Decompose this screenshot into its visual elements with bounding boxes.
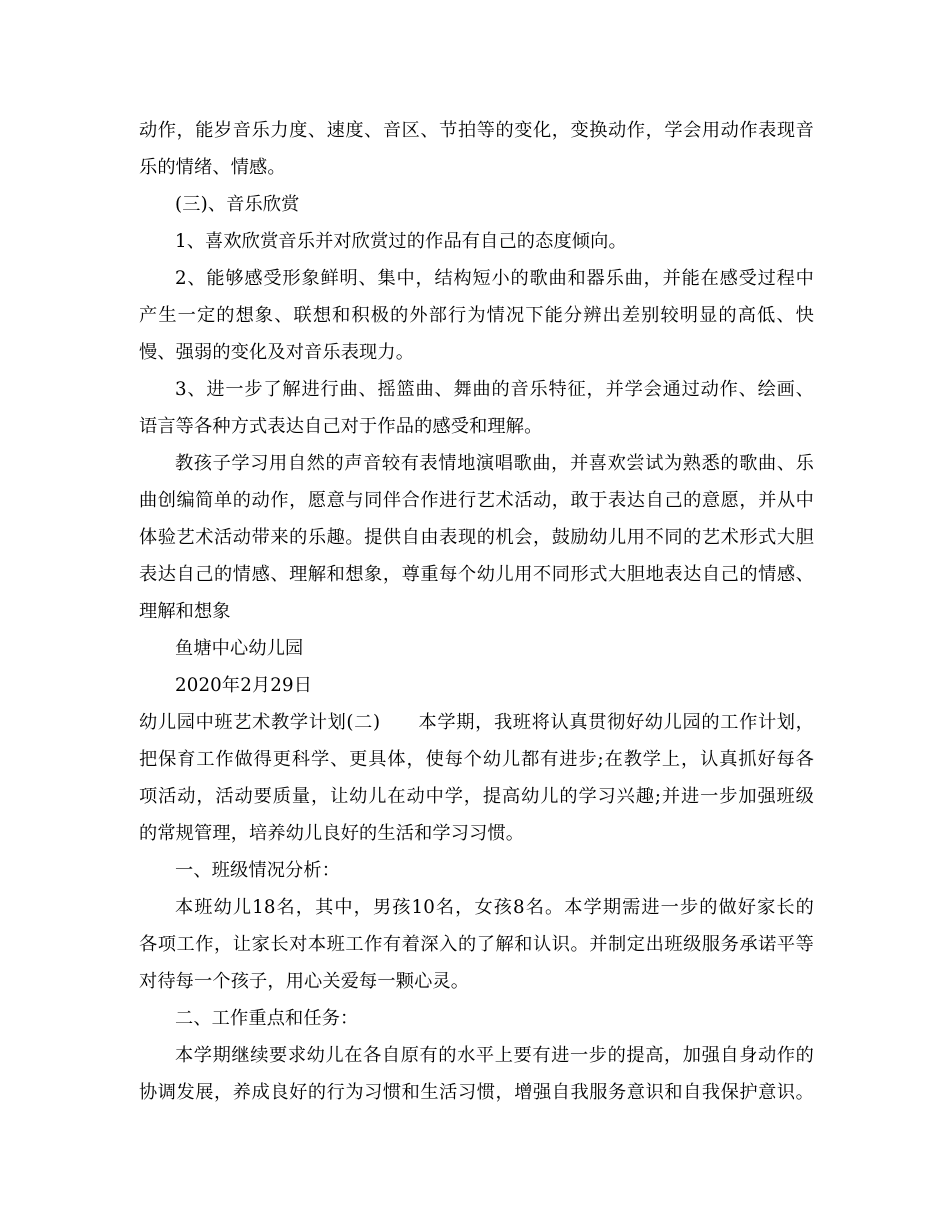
text-line: 1、喜欢欣赏音乐并对欣赏过的作品有自己的态度倾向。 xyxy=(175,231,627,252)
text-line: 各项工作，让家长对本班工作有着深入的了解和认识。并制定出班级服务承诺平等 xyxy=(139,934,814,955)
signature-organization: 鱼塘中心幼儿园 xyxy=(175,638,304,659)
section-heading: (三)、音乐欣赏 xyxy=(175,194,300,215)
text-line: 表达自己的情感、理解和想象，尊重每个幼儿用不同形式大胆地表达自己的情感、 xyxy=(139,564,814,585)
text-line: 3、进一步了解进行曲、摇篮曲、舞曲的音乐特征，并学会通过动作、绘画、 xyxy=(175,379,814,400)
text-line: 本学期继续要求幼儿在各自原有的水平上要有进一步的提高，加强自身动作的 xyxy=(175,1045,814,1066)
text-line: 乐的情绪、情感。 xyxy=(139,157,286,178)
signature-date: 2020年2月29日 xyxy=(175,675,313,696)
text-line: 2、能够感受形象鲜明、集中，结构短小的歌曲和器乐曲，并能在感受过程中 xyxy=(175,268,814,289)
text-line: 协调发展，养成良好的行为习惯和生活习惯，增强自我服务意识和自我保护意识。 xyxy=(139,1082,814,1103)
text-line: 教孩子学习用自然的声音较有表情地演唱歌曲，并喜欢尝试为熟悉的歌曲、乐 xyxy=(175,453,814,474)
section-heading: 一、班级情况分析： xyxy=(175,860,341,881)
text-line: 本班幼儿18名，其中，男孩10名，女孩8名。本学期需进一步的做好家长的 xyxy=(175,897,814,918)
section-heading: 二、工作重点和任务： xyxy=(175,1008,359,1029)
text-line: 把保育工作做得更科学、更具体，使每个幼儿都有进步;在教学上，认真抓好每各 xyxy=(139,749,814,770)
text-line: 对待每一个孩子，用心关爱每一颗心灵。 xyxy=(139,971,470,992)
text-line: 慢、强弱的变化及对音乐表现力。 xyxy=(139,342,415,363)
text-line: 理解和想象 xyxy=(139,601,231,622)
text-line: 动作，能岁音乐力度、速度、音区、节拍等的变化，变换动作，学会用动作表现音 xyxy=(139,120,814,141)
text-line: 曲创编简单的动作，愿意与同伴合作进行艺术活动，敢于表达自己的意愿，并从中 xyxy=(139,490,814,511)
text-line: 体验艺术活动带来的乐趣。提供自由表现的机会，鼓励幼儿用不同的艺术形式大胆 xyxy=(139,527,814,548)
document-body xyxy=(139,112,814,1111)
text-line: 语言等各种方式表达自己对于作品的感受和理解。 xyxy=(139,416,543,437)
text-line: 的常规管理，培养幼儿良好的生活和学习习惯。 xyxy=(139,823,525,844)
plan-title-line: 幼儿园中班艺术教学计划(二) 本学期，我班将认真贯彻好幼儿园的工作计划， xyxy=(139,712,814,733)
text-line: 项活动，活动要质量，让幼儿在动中学，提高幼儿的学习兴趣;并进一步加强班级 xyxy=(139,786,814,807)
text-line: 产生一定的想象、联想和积极的外部行为情况下能分辨出差别较明显的高低、快 xyxy=(139,305,814,326)
